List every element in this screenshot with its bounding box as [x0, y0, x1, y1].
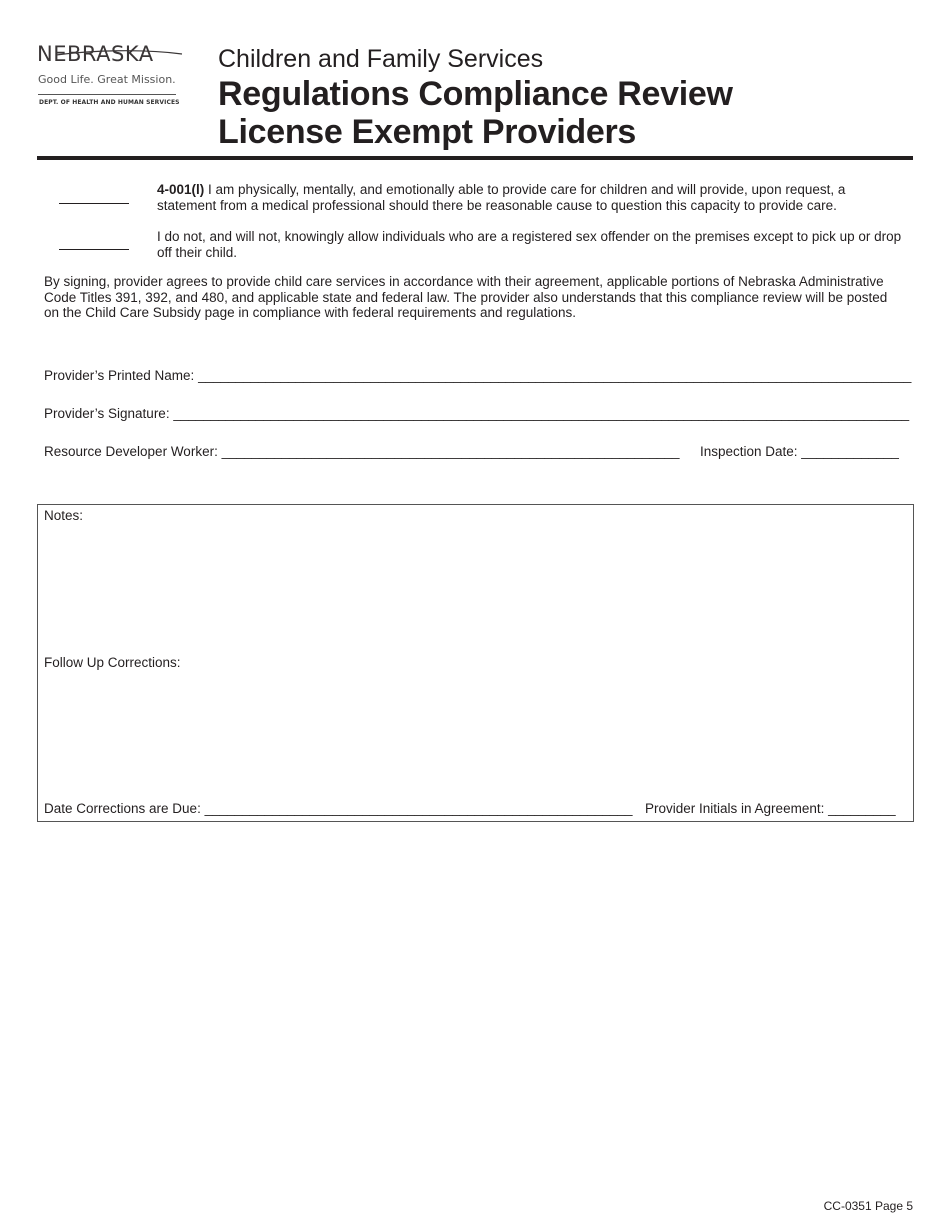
printed-name-field[interactable]: Provider’s Printed Name: _______________________________________________________________________________________________ — [44, 368, 912, 383]
follow-up-label: Follow Up Corrections: — [44, 655, 181, 670]
page-title-line1: Regulations Compliance Review — [218, 75, 733, 113]
initial-blank-2[interactable] — [59, 249, 129, 250]
inspection-date-field[interactable]: Inspection Date: _____________ — [700, 444, 899, 459]
logo-swoosh-icon — [54, 46, 184, 60]
page-subtitle: Children and Family Services — [218, 45, 544, 73]
initial-blank-1[interactable] — [59, 203, 129, 204]
logo-divider — [38, 94, 176, 95]
resource-worker-field[interactable]: Resource Developer Worker: _____________________________________________________________ — [44, 444, 680, 459]
notes-label: Notes: — [44, 508, 84, 523]
compliance-item-1 — [157, 182, 902, 213]
agreement-paragraph: By signing, provider agrees to provide child care services in accordance with their agreement, applicable portions of Nebraska Administrative Code Titles 391, 392, and 480, and applicable state and federal law. The provider also understands that this compliance review will be posted on the Child Care Subsidy page in compliance with federal requirements and regulations. — [44, 274, 888, 320]
item-text: I do not, and will not, knowingly allow individuals who are a registered sex offender on the premises except to pick up or drop off their child. — [157, 229, 902, 260]
date-corrections-due-field[interactable]: Date Corrections are Due: _________________________________________________________ — [44, 801, 633, 816]
logo-department: DEPT. OF HEALTH AND HUMAN SERVICES — [39, 99, 180, 106]
signature-field[interactable]: Provider’s Signature: __________________________________________________________________________________________________ — [44, 406, 910, 421]
logo-tagline: Good Life. Great Mission. — [38, 73, 176, 86]
nebraska-wordmark: NEBRASKA — [37, 42, 154, 66]
provider-initials-field[interactable]: Provider Initials in Agreement: _________ — [645, 801, 896, 816]
header-rule — [37, 156, 913, 160]
item-text: I am physically, mentally, and emotionally able to provide care for children and will provide, upon request, a statement from a medical professional should there be reasonable cause to question this capacity to provide care. — [157, 182, 846, 213]
page-title-line2: License Exempt Providers — [218, 113, 636, 151]
page-title — [218, 75, 733, 151]
page-footer: CC-0351 Page 5 — [823, 1199, 913, 1213]
item-code: 4-001(l) — [157, 182, 205, 197]
compliance-item-2 — [157, 229, 902, 260]
